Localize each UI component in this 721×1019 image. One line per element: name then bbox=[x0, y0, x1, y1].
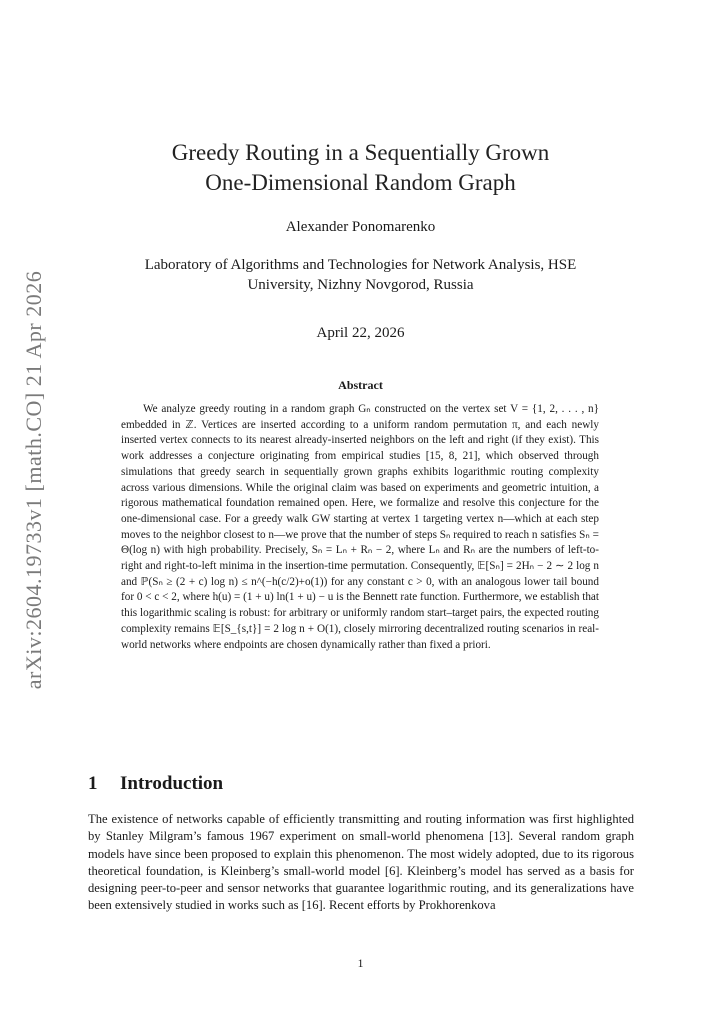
paper-title bbox=[90, 138, 631, 198]
paper-date: April 22, 2026 bbox=[316, 325, 405, 341]
section-number: 1 bbox=[88, 773, 98, 794]
title-line-2: One-Dimensional Random Graph bbox=[205, 170, 516, 195]
abstract-text: We analyze greedy routing in a random graph Gₙ constructed on the vertex set V = {1, 2, . . . , n} embedded in ℤ. Vertices are inserted according to a uniform random permutation π, and each newly inserted vertex connects to its nearest already-inserted neighbors on the left and right (if they exist). This work addresses a conjecture originating from empirical studies [15, 8, 21], which observed through simulations that greedy search in sequentially grown graphs exhibits logarithmic routing complexity across various dimensions. While the original claim was based on experiments and geometric intuition, a rigorous mathematical foundation remained open. Here, we formalize and resolve this conjecture for the one-dimensional case. For a greedy walk GW starting at vertex 1 targeting vertex n—which at each step moves to the neighbor closest to n—we prove that the number of steps Sₙ required to reach n satisfies Sₙ = Θ(log n) with high probability. Precisely, Sₙ = Lₙ + Rₙ − 2, where Lₙ and Rₙ are the numbers of left-to-right and right-to-left minima in the insertion-time permutation. Consequently, 𝔼[Sₙ] = 2Hₙ − 2 ∼ 2 log n and ℙ(Sₙ ≥ (2 + c) log n) ≤ n^(−h(c/2)+o(1)) for any constant c > 0, with an analogous lower tail bound for 0 < c < 2, where h(u) = (1 + u) ln(1 + u) − u is the Bennett rate function. Furthermore, we establish that this logarithmic scaling is robust: for arbitrary or uniformly random start–target pairs, the expected routing complexity remains 𝔼[S_{s,t}] = 2 log n + O(1), closely mirroring decentralized routing scenarios in real-world networks where endpoints are chosen dynamically rather than fixed a priori. bbox=[121, 403, 599, 651]
introduction-paragraph: The existence of networks capable of efficiently transmitting and routing information was first highlighted by Stanley Milgram’s famous 1967 experiment on small-world phenomena [13]. Several random graph models have since been proposed to explain this phenomenon. The most widely adopted, due to its rigorous theoretical foundation, is Kleinberg’s small-world model [6]. Kleinberg’s model has served as a basis for designing peer-to-peer and sensor networks that guarantee logarithmic routing, and its generalizations have been extensively studied in works such as [16]. Recent efforts by Prokhorenkova bbox=[88, 812, 634, 913]
abstract-heading: Abstract bbox=[338, 378, 383, 392]
page-number: 1 bbox=[357, 956, 364, 970]
affiliation-line-1: Laboratory of Algorithms and Technologies for Network Analysis, HSE bbox=[144, 257, 577, 273]
arxiv-identifier-stamp[interactable]: arXiv:2604.19733v1 [math.CO] 21 Apr 2026 bbox=[21, 270, 46, 690]
section-heading-introduction bbox=[88, 773, 223, 795]
author-affiliation bbox=[90, 255, 631, 295]
affiliation-line-2: University, Nizhny Novgorod, Russia bbox=[247, 277, 474, 293]
section-title: Introduction bbox=[120, 773, 224, 794]
title-line-1: Greedy Routing in a Sequentially Grown bbox=[171, 140, 550, 165]
author-name: Alexander Ponomarenko bbox=[285, 219, 436, 235]
